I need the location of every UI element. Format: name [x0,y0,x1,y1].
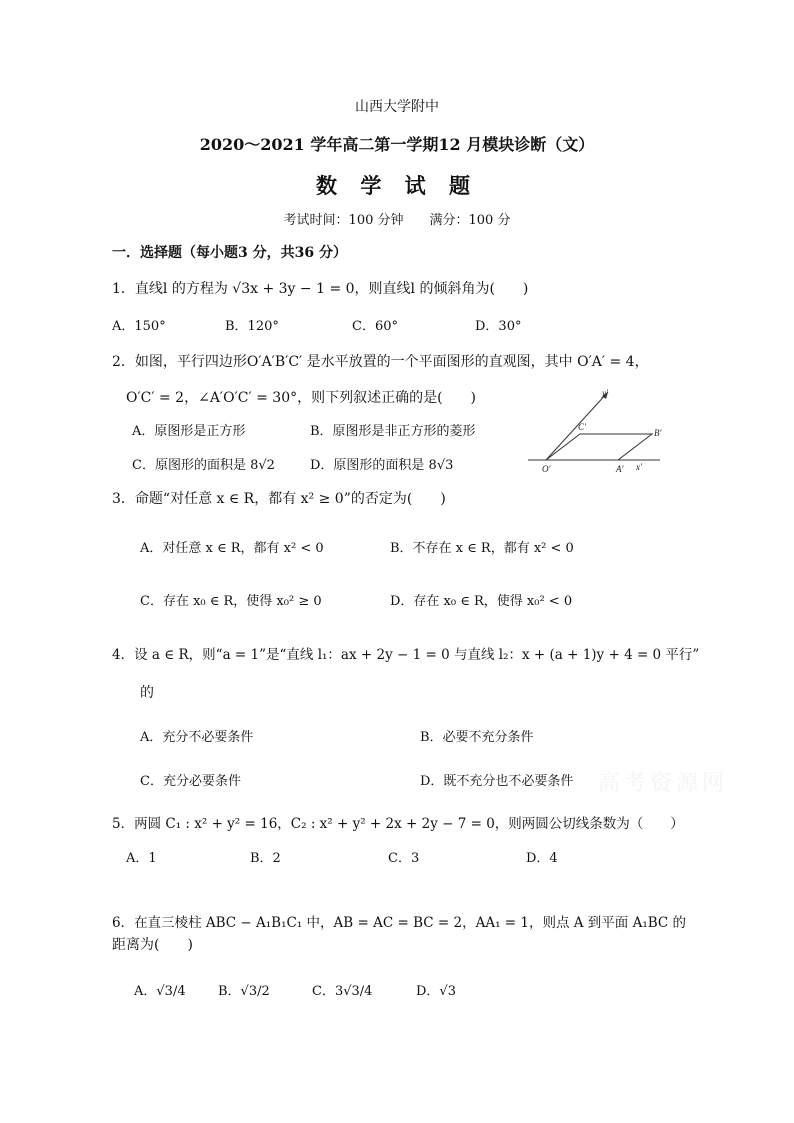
y-axis [546,392,608,460]
parallelogram-figure [520,382,680,478]
question-6-option-c: C．3√3/4 [312,984,373,999]
label-y: y′ [602,388,608,398]
question-6-option-b: B．√3/2 [218,984,270,999]
question-6-stem-line2: 距离为( ) [112,937,193,953]
question-2-stem-line2: O′C′ = 2，∠A′O′C′ = 30°，则下列叙述正确的是( ) [126,390,477,406]
question-2-option-d: D．原图形的面积是 8√3 [310,458,454,473]
label-c: C′ [578,422,586,432]
label-o: O′ [542,464,551,474]
question-6-stem-line1: 6．在直三棱柱 ABC − A₁B₁C₁ 中，AB = AC = BC = 2，AA₁ = 1，则点 A 到平面 A₁BC 的 [112,915,687,931]
question-5-option-b: B．2 [250,851,281,866]
question-2-option-b: B．原图形是非正方形的菱形 [310,424,476,439]
question-4-option-c: C．充分必要条件 [140,774,241,789]
question-2-option-a: A．原图形是正方形 [132,424,246,439]
subject-title: 数 学 试 题 [316,173,478,198]
question-4-option-b: B．必要不充分条件 [420,730,534,745]
parallelogram [546,434,652,460]
question-3-option-c: C．存在 x₀ ∈ R，使得 x₀² ≥ 0 [140,594,322,609]
question-3-option-b: B．不存在 x ∈ R，都有 x² < 0 [390,541,574,556]
question-1-option-c: C．60° [352,319,398,334]
question-5-option-d: D．4 [526,851,558,866]
section-heading: 一．选择题（每小题3 分，共36 分） [112,245,347,261]
question-1-option-d: D．30° [475,319,522,334]
school-name: 山西大学附中 [355,99,439,115]
question-2-option-c: C．原图形的面积是 8√2 [132,458,275,473]
question-4-stem-line2: 的 [140,685,154,701]
exam-title: 2020～2021 学年高二第一学期12 月模块诊断（文） [199,135,595,154]
question-3-option-d: D．存在 x₀ ∈ R，使得 x₀² < 0 [390,594,573,609]
question-5-stem: 5．两圆 C₁ : x² + y² = 16，C₂ : x² + y² + 2x + 2y − 7 = 0，则两圆公切线条数为（ ） [112,816,684,832]
question-4-option-a: A．充分不必要条件 [140,730,254,745]
question-1-option-a: A．150° [112,319,166,334]
exam-meta: 考试时间：100 分钟 满分：100 分 [283,213,511,228]
label-b: B′ [654,428,662,438]
question-3-stem: 3．命题“对任意 x ∈ R，都有 x² ≥ 0”的否定为( ) [112,491,446,507]
question-5-option-a: A．1 [126,851,157,866]
label-a: A′ [616,464,624,474]
question-4-stem-line1: 4．设 a ∈ R，则“a = 1”是“直线 l₁：ax + 2y − 1 = 0 与直线 l₂：x + (a + 1)y + 4 = 0 平行” [112,647,700,663]
label-x: x′ [636,462,642,472]
question-1-option-b: B．120° [225,319,279,334]
question-5-option-c: C．3 [388,851,420,866]
watermark: 高考资源网 [598,771,729,796]
question-6-option-d: D．√3 [416,984,456,999]
question-3-option-a: A．对任意 x ∈ R，都有 x² < 0 [140,541,324,556]
question-2-stem-line1: 2．如图，平行四边形O′A′B′C′ 是水平放置的一个平面图形的直观图，其中 O′A′ = 4， [112,354,649,370]
question-4-option-d: D．既不充分也不必要条件 [420,774,574,789]
question-1-stem: 1．直线l 的方程为 √3x + 3y − 1 = 0，则直线l 的倾斜角为( ) [112,281,529,297]
question-6-option-a: A．√3/4 [134,984,186,999]
